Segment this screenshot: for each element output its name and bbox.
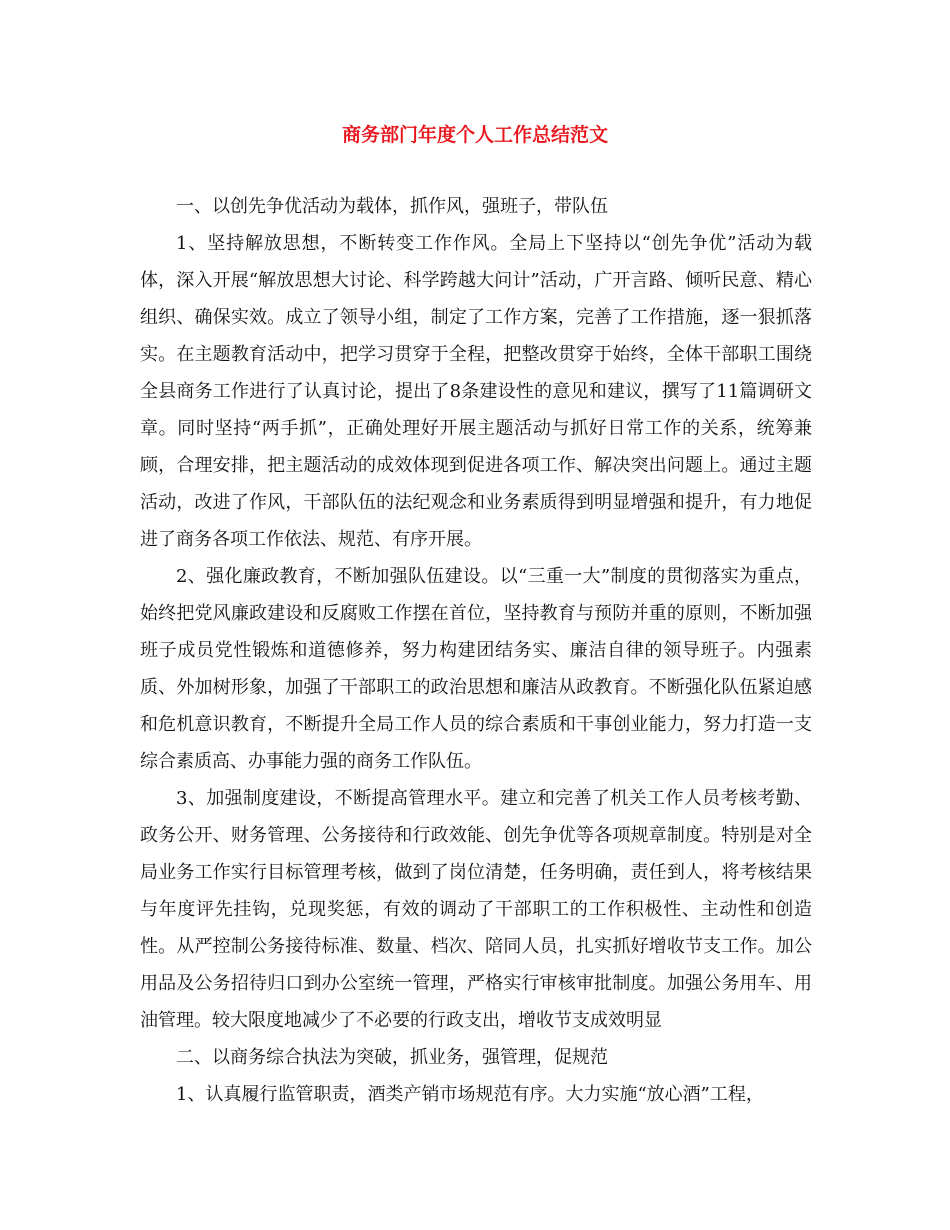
paragraph-2-1: 1、认真履行监管职责，酒类产销市场规范有序。大力实施“放心酒”工程， bbox=[176, 1084, 764, 1105]
document-body bbox=[140, 188, 812, 1113]
paragraph-1-1: 1、坚持解放思想，不断转变工作作风。全局上下坚持以“创先争优”活动为载体，深入开展“解放思想大讨论、科学跨越大问计”活动，广开言路、倾听民意、精心组织、确保实效。成立了领导小组，制定了工作方案，完善了工作措施，逐一狠抓落实。在主题教育活动中，把学习贯穿于全程，把整改贯穿于始终，全体干部职工围绕全县商务工作进行了认真讨论，提出了8条建设性的意见和建议，撰写了11篇调研文章。同时坚持“两手抓”，正确处理好开展主题活动与抓好日常工作的关系，统筹兼顾，合理安排，把主题活动的成效体现到促进各项工作、解决突出问题上。通过主题活动，改进了作风，干部队伍的法纪观念和业务素质得到明显增强和提升，有力地促进了商务各项工作依法、规范、有序开展。 bbox=[140, 233, 812, 550]
section-heading-1: 一、以创先争优活动为载体，抓作风，强班子，带队伍 bbox=[176, 196, 608, 217]
paragraph-1-3: 3、加强制度建设，不断提高管理水平。建立和完善了机关工作人员考核考勤、政务公开、财务管理、公务接待和行政效能、创先争优等各项规章制度。特别是对全局业务工作实行目标管理考核，做到了岗位清楚，任务明确，责任到人，将考核结果与年度评先挂钩，兑现奖惩，有效的调动了干部职工的工作积极性、主动性和创造性。从严控制公务接待标准、数量、档次、陪同人员，扎实抓好增收节支工作。加公用品及公务招待归口到办公室统一管理，严格实行审核审批制度。加强公务用车、用油管理。较大限度地减少了不必要的行政支出，增收节支成效明显 bbox=[140, 788, 812, 1031]
paragraph-1-2: 2、强化廉政教育，不断加强队伍建设。以“三重一大”制度的贯彻落实为重点，始终把党风廉政建设和反腐败工作摆在首位，坚持教育与预防并重的原则，不断加强班子成员党性锻炼和道德修养，努力构建团结务实、廉洁自律的领导班子。内强素质、外加树形象，加强了干部职工的政治思想和廉洁从政教育。不断强化队伍紧迫感和危机意识教育，不断提升全局工作人员的综合素质和干事创业能力，努力打造一支综合素质高、办事能力强的商务工作队伍。 bbox=[140, 566, 812, 772]
section-heading-2: 二、以商务综合执法为突破，抓业务，强管理，促规范 bbox=[176, 1047, 608, 1068]
document-title: 商务部门年度个人工作总结范文 bbox=[341, 124, 608, 146]
